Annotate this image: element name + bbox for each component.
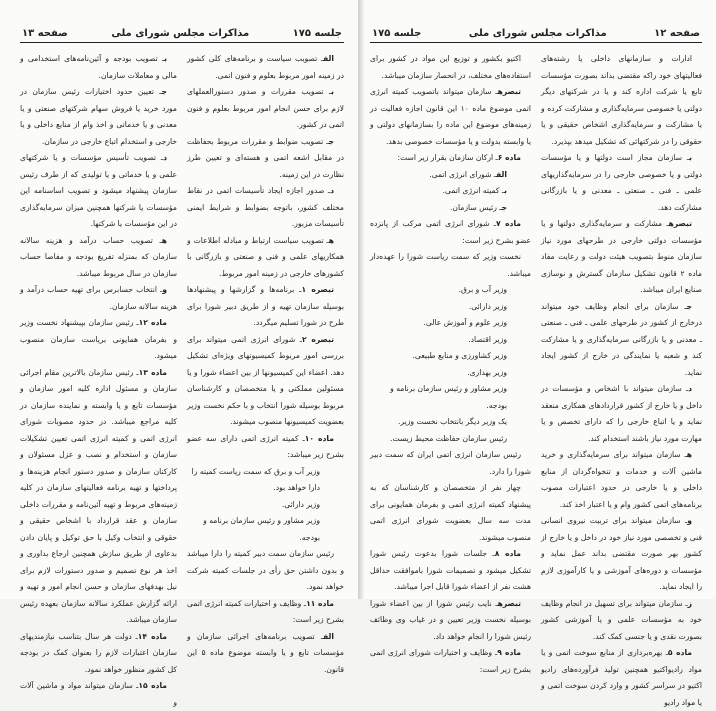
clause-label: الف	[323, 54, 334, 63]
paragraph	[370, 332, 531, 349]
clause-label: و	[162, 285, 167, 294]
paragraph	[370, 645, 531, 678]
clause-text: ـ سازمان میتواند باتصویب کمیته انرژی اتمی موضوع ماده ۱۰ این قانون اجازه فعالیت در زمینه‌های موضوع این ماده را بسازمانهای دولتی و یا وابسته بدولت و یا مؤسسات خصوصی بدهد.	[370, 87, 531, 146]
clause-label: د	[688, 384, 692, 393]
clause-text: چهار نفر از متخصصان و کارشناسان که به پیشنهاد کمیته انرژی اتمی و بفرمان همایونی برای مدت سه سال بعضویت شورای انرژی اتمی منصوب میشوند.	[370, 483, 531, 542]
paragraph	[187, 464, 344, 497]
paragraph	[20, 629, 177, 679]
paragraph	[187, 431, 344, 464]
clause-label: د	[330, 186, 334, 195]
paragraph	[541, 513, 702, 596]
paragraph	[187, 497, 344, 514]
paragraph	[541, 596, 702, 646]
clause-label: ج	[501, 202, 507, 212]
paragraph	[370, 381, 531, 414]
page-number: صفحه ۱۲	[654, 28, 700, 39]
clause-text: وزیر بهداری.	[467, 367, 507, 377]
clause-label: ماده ۷	[495, 219, 521, 228]
paragraph	[187, 233, 344, 283]
paragraph	[370, 249, 531, 282]
paragraph	[20, 678, 177, 711]
session-label: جلسه ۱۷۵	[372, 28, 422, 39]
paragraph	[541, 381, 702, 447]
page-number: صفحه ۱۳	[22, 28, 68, 39]
paragraph	[187, 282, 344, 332]
clause-text: ـ برنامه‌ها و گزارشها و پیشنهادها بوسیله سازمان تهیه و از طریق دبیر شورا برای طرح در شورا تسلیم میگردد.	[187, 285, 344, 327]
clause-label: ماده ۱۱	[306, 598, 334, 608]
clause-text: وزیر دارائی.	[281, 499, 320, 509]
clause-label: تبصره	[497, 87, 521, 96]
clause-text: ادارات و سازمانهای داخلی یا رشته‌های فعالیتهای خود راکه مقتضی بداند بصورت مؤسسات تابع یا شرکت اداره کند و یا در شرکتهای دیگر دولتی یا خصوصی سرمایه‌گذاری و مشارکت کرده و یا مشارکت و سرمایه‌گذاری اشخاص حقیقی و یا حقوقی را در شرکتهائی که تشکیل میدهد بپذیرد.	[541, 54, 702, 146]
clause-label: تبصره	[497, 598, 521, 608]
clause-text: ـ رئیس سازمان.	[449, 202, 502, 212]
paragraph	[370, 447, 531, 480]
paragraph	[370, 282, 531, 299]
clause-text: ـ تصویب تأسیس مؤسسات و یا شرکتهای علمی و یا خدماتی و یا تولیدی که از طرف رئیس سازمان پیشنهاد میشود و تصویب اساسنامه این مؤسسات یا شرکتها همچنین میزان سرمایه‌گذاری در این مؤسسات یا شرکتها.	[20, 153, 177, 228]
running-title: مذاکرات مجلس شورای ملی	[111, 28, 250, 39]
clause-text: ـ دولت هر سال بتناسب نیازمندیهای سازمان اعتبارات لازم را بعنوان کمک در بودجه کل کشور منظور خواهد نمود.	[20, 631, 177, 674]
page-12	[358, 0, 716, 707]
paragraph	[370, 299, 531, 316]
clause-label: ماده ۱۲	[138, 318, 167, 327]
clause-label: ب	[689, 153, 692, 162]
clause-label: ماده ۹	[497, 648, 521, 657]
clause-label: ز	[687, 598, 692, 608]
page-header	[20, 28, 344, 43]
paragraph	[370, 365, 531, 382]
column-right	[541, 51, 702, 711]
clause-label: د	[163, 153, 167, 162]
clause-text: یک وزیر دیگر بانتخاب نخست وزیر.	[398, 417, 507, 426]
paragraph	[187, 134, 344, 184]
clause-label: ماده ۱۰	[304, 433, 334, 443]
clause-text: ـ انتخاب حسابرس برای تهیه حساب درآمد و هزینه سالانه سازمان.	[20, 285, 177, 311]
clause-text: ـ تصویب سیاست ارتباط و مبادله اطلاعات و همکاریهای علمی و فنی و صنعتی و بازرگانی با کشورهای خارجی در زمینه امور مربوط.	[187, 235, 344, 278]
paragraph	[541, 299, 702, 382]
paragraph	[370, 200, 531, 217]
clause-text: اکتیو بکشور و توزیع این مواد در کشور برای استفاده‌های مختلف، در انحصار سازمان میباشد.	[370, 54, 531, 80]
paragraph	[187, 51, 344, 84]
clause-label: تبصره	[668, 219, 692, 228]
clause-text: ـ شورای انرژی اتمی مرکب از پانزده عضو بشرح زیر است:	[370, 219, 531, 245]
paragraph	[370, 167, 531, 184]
clause-text: ـ بهره‌برداری از منابع سوخت اتمی و یا مواد رادیواکتیو همچنین تولید فرآورده‌های رادیو اکتیو در سراسر کشور و وارد کردن سوخت اتمی و یا مواد رادیو	[541, 648, 702, 707]
paragraph	[370, 546, 531, 596]
paragraph	[370, 596, 531, 646]
clause-label: ج	[328, 136, 334, 146]
clause-text: وزیر علوم و آموزش عالی.	[423, 318, 507, 327]
paragraph	[187, 332, 344, 431]
clause-text: ـ صدور اجازه ایجاد تأسیسات اتمی در نقاط مختلف کشور، باتوجه بضوابط و شرایط ایمنی تأسیسات مزبور.	[187, 186, 344, 228]
clause-text: ـ تصویب سیاست و برنامه‌های کلی کشور در زمینه امور مربوط بعلوم و فنون اتمی.	[187, 54, 344, 80]
clause-text: ـ مشارکت و سرمایه‌گذاری دولتها و یا مؤسسات دولتی خارجی در طرحهای مورد نیاز سازمان منوط بتصویب هیئت دولت و رعایت مفاد ماده ۲ قانون تشکیل سازمان گسترش و نوسازی صنایع ایران میباشد.	[541, 219, 702, 294]
clause-text: ـ شورای انرژی اتمی.	[429, 169, 497, 179]
clause-label: تبصره ۱	[301, 285, 334, 294]
clause-label: ج	[161, 87, 167, 96]
session-label: جلسه ۱۷۵	[292, 28, 342, 39]
paragraph	[20, 365, 177, 629]
paragraph	[187, 596, 344, 629]
paragraph	[20, 51, 177, 84]
clause-label: ج	[686, 301, 692, 311]
clause-text: ـ جلسات شورا بدعوت رئیس شورا تشکیل میشود و تصمیمات شورا باموافقت حداقل هشت نفر از اعضاء شورا قابل اجرا میباشد.	[370, 549, 531, 591]
clause-label: ه	[161, 235, 167, 245]
clause-text: رئیس سازمان انرژی اتمی ایران که سمت دبیر شورا را دارد.	[370, 450, 531, 476]
clause-label: ماده ۱۵	[138, 681, 167, 690]
paragraph	[20, 233, 177, 283]
clause-label: ماده ۵	[667, 648, 693, 657]
paragraph	[370, 414, 531, 431]
clause-label: الف	[496, 169, 507, 179]
clause-text: وزیر آب و برق که سمت ریاست کمیته را دارا خواهد بود.	[191, 466, 320, 492]
clause-text: ـ وظایف و اختیارات کمیته انرژی اتمی بشرح زیر است:	[187, 598, 344, 624]
clause-label: ب	[331, 87, 334, 96]
clause-text: ـ رئیس سازمان بالاترین مقام اجرائی سازمان و مسئول اداره کلیه امور سازمان و مؤسسات تابع و یا وابسته و نماینده سازمان در کلیه مراجع میباشد. در حدود مصوبات شورای انرژی اتمی و کمیته انرژی اتمی تعیین تشکیلات سازمان و استخدام و نصب و عزل مسئولان و کارکنان سازمان و صدور دستور انجام هزینه‌ها و پرداختها و تهیه برنامه فعالیتهای سازمان در کلیه زمینه‌های مربوط و تهیه آئین‌نامه و مقررات داخلی سازمان و عقد قرارداد با اشخاص حقیقی و حقوقی و انتخاب وکیل با حق توکیل و پایان دادن بدعاوی از طریق سازش همچنین ارجاع بداوری و اخذ هر نوع تصمیم و صدور دستورات لازم برای نیل بهدفهای سازمان و حسن انجام امور و تهیه و ارائه گزارش عملکرد سالانه سازمان بعهده رئیس سازمان میباشد.	[20, 367, 177, 624]
clause-text: ـ تعیین حدود اختیارات رئیس سازمان در مورد خرید یا فروش سهام شرکتهای صنعتی و یا معدنی و یا خدماتی و اخذ وام از منابع داخلی و یا خارجی و استخدام اتباع خارجی در سازمان.	[20, 87, 177, 146]
paragraph	[370, 315, 531, 332]
clause-text: ـ تصویب بودجه و آئین‌نامه‌های استخدامی و مالی و معاملات سازمان.	[20, 54, 177, 80]
clause-label: تبصره ۲	[301, 334, 334, 344]
clause-text: وزیر دارائی.	[468, 301, 507, 311]
paragraph	[187, 183, 344, 233]
clause-label: ماده ۱۳	[138, 367, 167, 377]
clause-text: ـ رئیس سازمان بپیشنهاد نخست وزیر و بفرمان همایونی بریاست سازمان منصوب میشود.	[20, 318, 177, 360]
paragraph	[187, 546, 344, 596]
clause-label: ماده ۶	[497, 153, 521, 162]
clause-text: ـ شورای انرژی اتمی میتواند برای بررسی امور مربوط کمیسیونهای ویژه‌ای تشکیل دهد. اعضاء این کمیسیونها از بین اعضاء شورا و یا مسئولین مملکتی و یا متخصصان و کارشناسان مربوط بوسیله شورا انتخاب و با حکم نخست وزیر بعضویت کمیسیونها منصوب میشوند.	[187, 334, 344, 426]
clause-text: ـ سازمان میتواند برای تسهیل در انجام وظایف خود به مؤسسات علمی و یا آموزشی کشور بصورت نقدی و یا جنسی کمک کند.	[541, 598, 702, 641]
clause-label: و	[687, 516, 692, 525]
paragraph	[187, 84, 344, 134]
paragraph	[370, 431, 531, 448]
paragraph	[541, 645, 702, 711]
clause-text: ـ تصویب ضوابط و مقررات مربوط بحفاظت در مقابل اشعه اتمی و هسته‌ای و تعیین طرز نظارت در این زمینه.	[187, 136, 344, 179]
clause-text: ـ تصویب مقررات و صدور دستورالعملهای لازم برای حسن انجام امور مربوط بعلوم و فنون اتمی در کشور.	[187, 87, 344, 129]
paragraph	[20, 150, 177, 233]
paragraph	[370, 183, 531, 200]
paragraph	[370, 348, 531, 365]
paragraph	[370, 480, 531, 546]
column-left	[370, 51, 531, 711]
clause-text: وزیر مشاور و رئیس سازمان برنامه و بودجه.	[390, 384, 507, 410]
clause-label: ب	[504, 186, 507, 195]
paragraph	[370, 51, 531, 84]
column-left	[20, 51, 177, 711]
clause-text: ـ کمیته انرژی اتمی دارای سه عضو بشرح زیر میباشد:	[187, 433, 344, 459]
page-13	[0, 0, 358, 707]
clause-label: ب	[164, 54, 167, 63]
clause-text: وزیر اقتصاد.	[468, 334, 507, 344]
paragraph	[541, 150, 702, 216]
clause-text: ـ وظایف و اختیارات شورای انرژی اتمی بشرح زیر است:	[370, 648, 531, 674]
clause-label: الف	[323, 631, 334, 641]
paragraph	[20, 282, 177, 315]
clause-text: وزیر آب و برق.	[458, 285, 507, 294]
clause-text: ـ نایب رئیس شورا از بین اعضاء شورا بوسیله نخست وزیر تعیین و در غیاب وی وظائف رئیس شورا را انجام خواهد داد.	[370, 598, 531, 641]
clause-text: وزیر مشاور و رئیس سازمان برنامه و بودجه.	[203, 516, 320, 542]
clause-text: ـ سازمان میتواند برای تربیت نیروی انسانی فنی و تخصصی مورد نیاز خود در داخل و یا خارج از کشور بهر صورت مقتضی بداند عمل نماید و مؤسسات و دوره‌های آموزشی و یا کارآموزی لازم را ایجاد نماید.	[541, 516, 702, 591]
clause-text: وزیر کشاورزی و منابع طبیعی.	[412, 351, 507, 360]
clause-text: ـ سازمان میتواند برای سرمایه‌گذاری و خرید ماشین آلات و خدمات و تنخواه‌گردان از منابع داخلی و یا خارجی در حدود اعتبارات مصوب برنامه‌های اتمی کشور وام و یا اعتبار اخذ کند.	[541, 450, 702, 509]
paragraph	[187, 513, 344, 546]
paragraph	[541, 447, 702, 513]
clause-text: ـ تصویب حساب درآمد و هزینه سالانه سازمان که بمنزله تفریغ بودجه و مفاصا حساب سازمان در سال مربوط میباشد.	[20, 235, 177, 278]
paragraph	[370, 150, 531, 167]
clause-text: ـ سازمان میتواند مواد و ماشین آلات و	[20, 681, 177, 707]
clause-text: ـ تصویب برنامه‌های اجرائی سازمان و مؤسسات تابع و یا وابسته موضوع ماده ۵ این قانون.	[187, 631, 344, 674]
clause-text: رئیس سازمان حفاظت محیط زیست.	[390, 433, 507, 443]
paragraph	[541, 216, 702, 299]
clause-text: ـ سازمان برای انجام وظایف خود میتواند درخارج از کشور در طرحهای علمی ـ فنی ـ صنعتی ـ معدنی و یا بازرگانی سرمایه‌گذاری و یا مشارکت کند و شعبه یا نمایندگی در خارج از کشور ایجاد نماید.	[541, 301, 702, 377]
paragraph	[541, 51, 702, 150]
paragraph	[187, 629, 344, 679]
clause-text: ـ سازمان میتواند با اشخاص و مؤسسات در داخل و یا خارج از کشور قراردادهای همکاری منعقد نماید و یا اتباع خارجی را که دارای تخصص و یا مهارت مورد نیاز باشند استخدام کند.	[541, 384, 702, 443]
clause-text: نخست وزیر که سمت ریاست شورا را عهده‌دار میباشد.	[370, 252, 531, 278]
clause-text: ـ کمیته انرژی اتمی.	[442, 186, 505, 195]
page-header	[370, 28, 702, 43]
clause-label: ماده ۸	[494, 549, 521, 558]
column-right	[187, 51, 344, 711]
clause-label: ه	[328, 235, 334, 245]
paragraph	[370, 216, 531, 249]
clause-label: ماده ۱۴	[137, 631, 168, 641]
paragraph	[20, 315, 177, 365]
paragraph	[370, 84, 531, 150]
clause-label: ه	[686, 450, 692, 459]
clause-text: ـ ارکان سازمان بقرار زیر است:	[397, 153, 498, 162]
running-title: مذاکرات مجلس شورای ملی	[468, 28, 607, 39]
clause-text: ـ سازمان مجاز است دولتها و یا مؤسسات دولتی و یا خصوصی خارجی را در سرمایه‌گذاریهای علمی ـ فنی ـ صنعتی ـ معدنی و یا بازرگانی مشارکت دهد.	[541, 153, 702, 212]
paragraph	[20, 84, 177, 150]
clause-text: رئیس سازمان سمت دبیر کمیته را دارا میباشد و بدون داشتن حق رأی در جلسات کمیته شرکت خواهد نمود.	[187, 549, 344, 591]
